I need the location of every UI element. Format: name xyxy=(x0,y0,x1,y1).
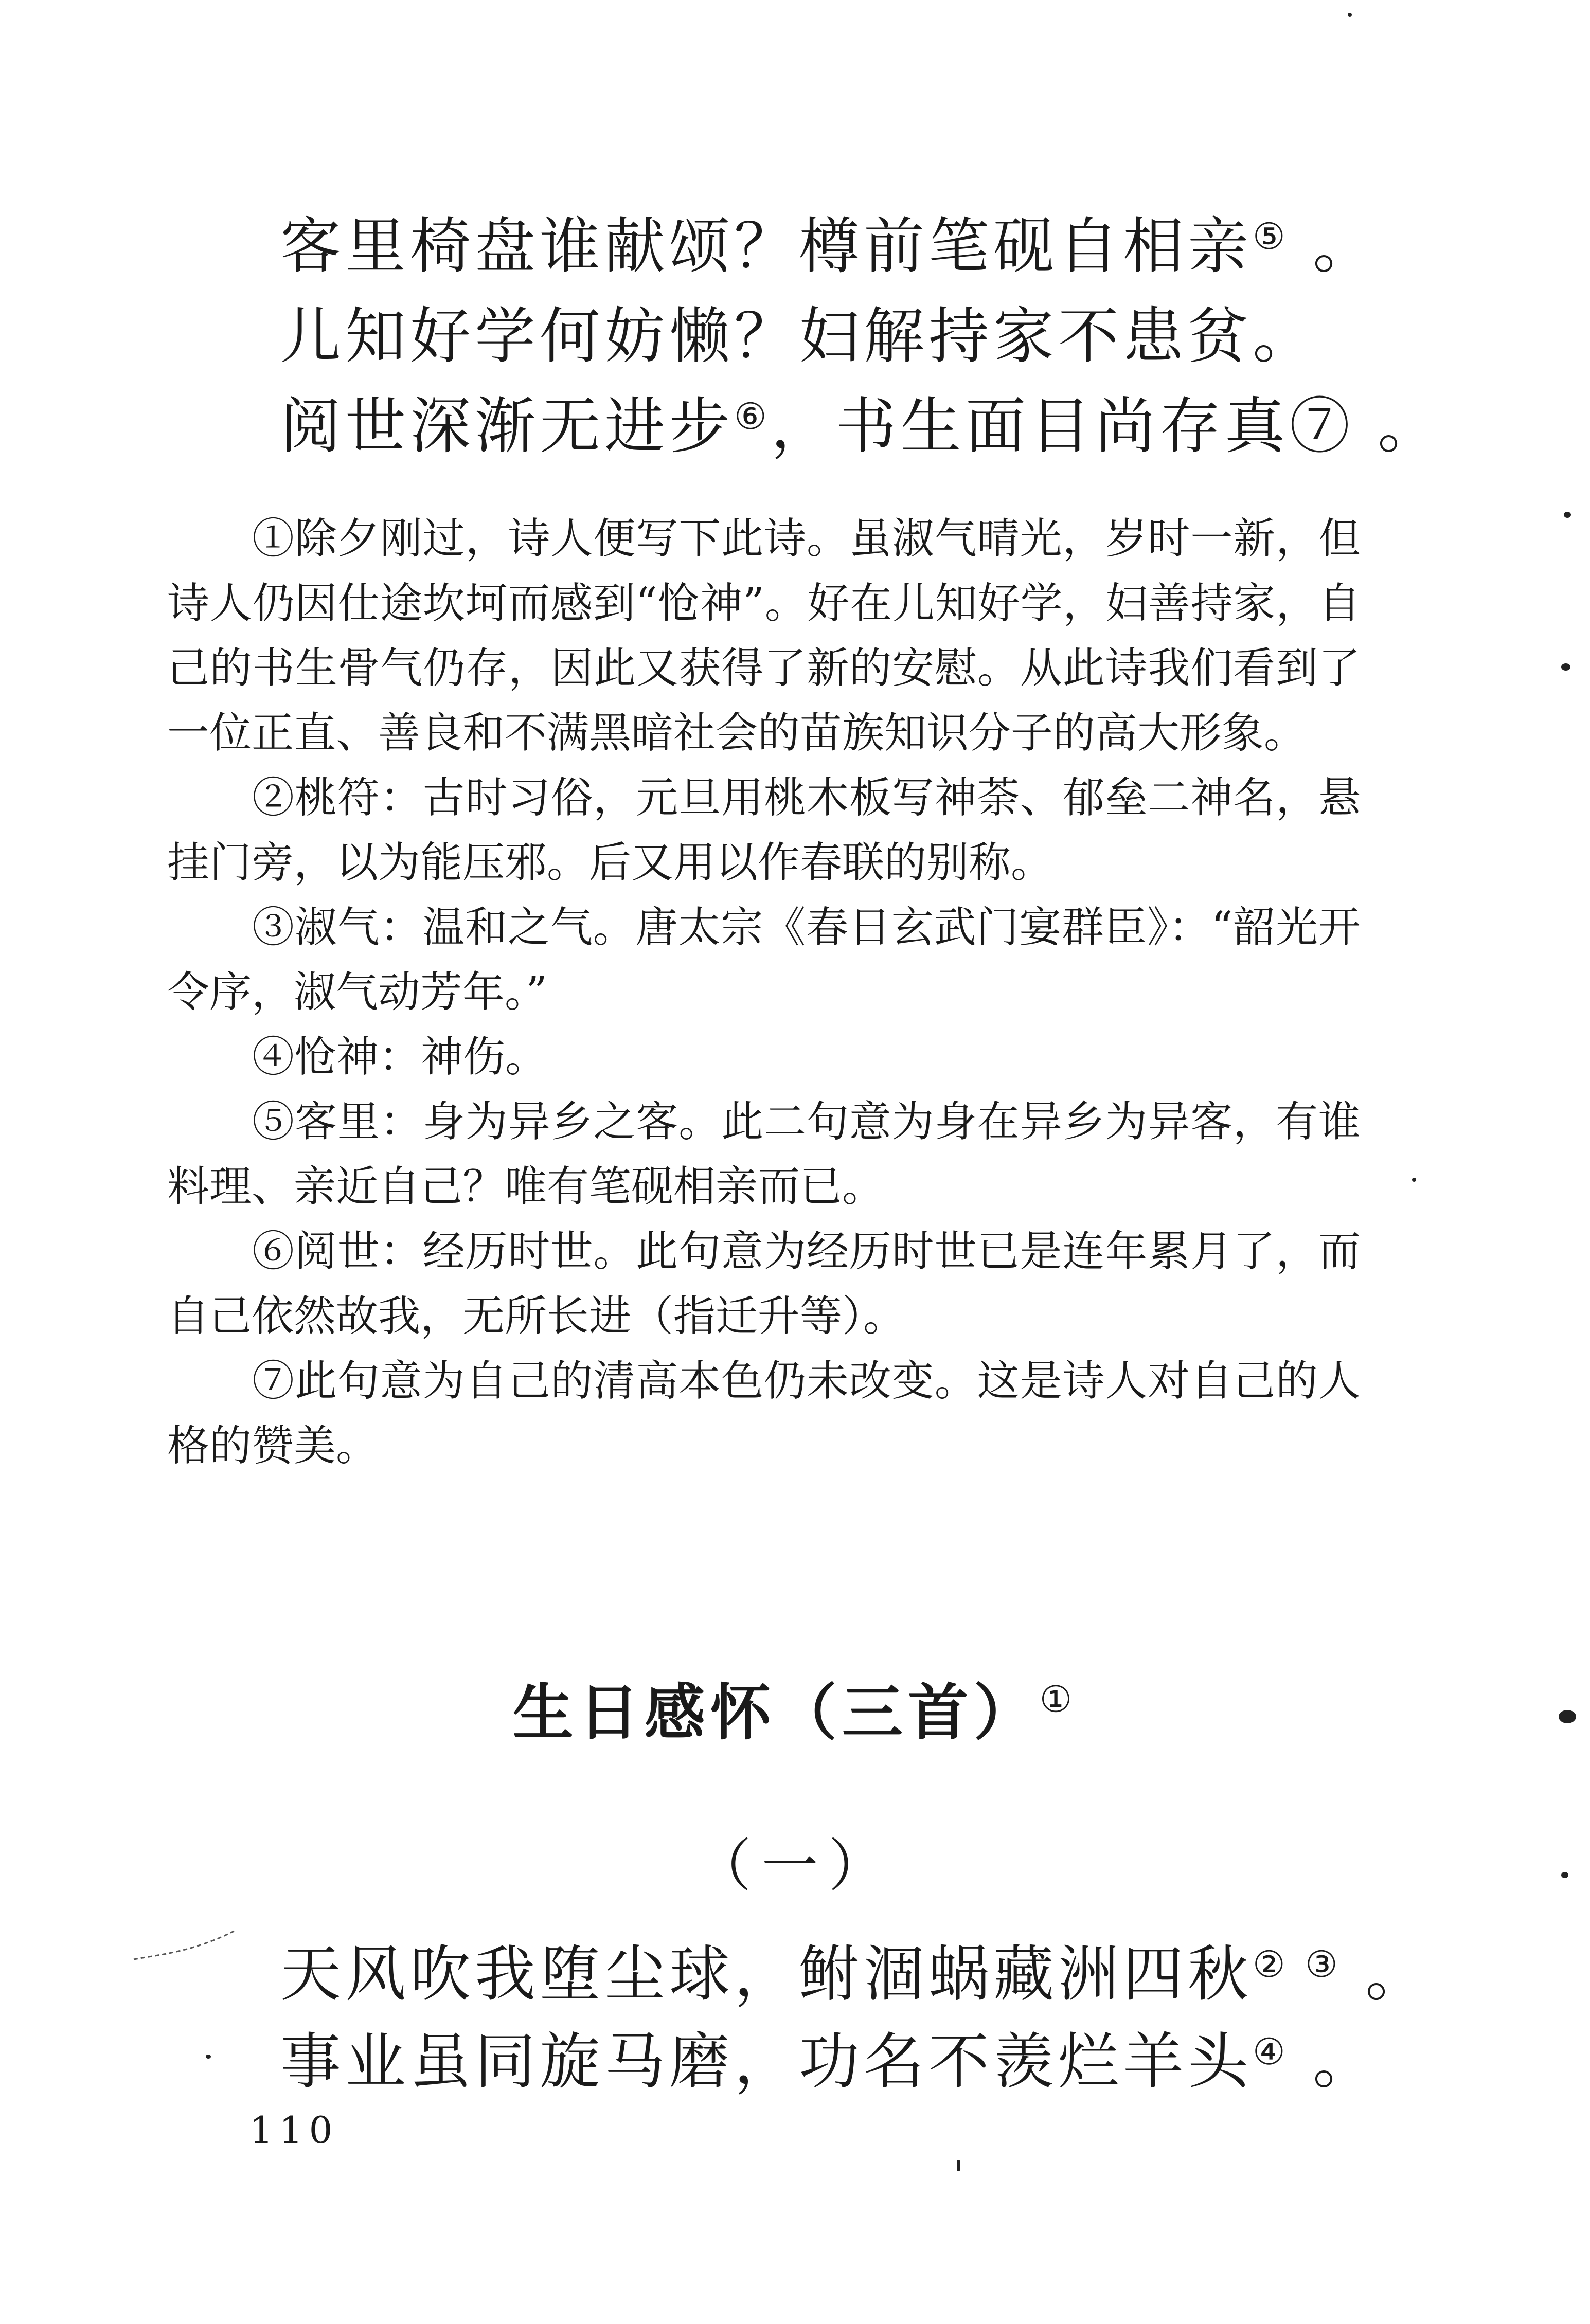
annotation-note: ⑥阅世：经历时世。此句意为经历时世已是连年累月了，而自己依然故我，无所长进（指迁升等）。 xyxy=(167,1227,1361,1341)
scan-speck xyxy=(1348,13,1352,17)
scan-speck xyxy=(1412,1178,1416,1182)
page-number: 110 xyxy=(249,2109,339,2152)
annotation-note: ②桃符：古时习俗，元旦用桃木板写神荼、郁垒二神名，悬挂门旁，以为能压邪。后又用以作春联的别称。 xyxy=(167,773,1361,887)
poem-line: 阅世深渐无进步⑥，书生面目尚存真⑦ 。 xyxy=(280,390,1442,462)
poem-line: 客里椅盘谁献颂？樽前笔砚自相亲⑤ 。 xyxy=(280,210,1378,282)
section-subtitle: （一） xyxy=(694,1833,896,1899)
annotation-note: ⑤客里：身为异乡之客。此二句意为身在异乡为异客，有谁料理、亲近自己？唯有笔砚相亲而已。 xyxy=(167,1097,1361,1211)
scan-scribble xyxy=(131,1923,249,1970)
section-title: 生日感怀（三首）① xyxy=(512,1677,1078,1748)
scan-speck xyxy=(957,2160,960,2171)
annotations xyxy=(167,507,1361,1479)
poem-line: 儿知好学何妨懒？妇解持家不患贫。 xyxy=(280,300,1318,372)
scan-speck xyxy=(1561,1872,1568,1878)
scan-speck xyxy=(1564,512,1571,518)
poem-line: 天风吹我堕尘球，鲋涸蜗藏洲四秋② ③ 。 xyxy=(280,1938,1430,2010)
annotation-note: ④怆神：神伤。 xyxy=(252,1033,548,1082)
scan-speck xyxy=(1561,663,1570,671)
scan-speck xyxy=(1559,1710,1576,1723)
poem-line: 事业虽同旋马磨，功名不羡烂羊头④ 。 xyxy=(280,2026,1378,2097)
annotation-note: ①除夕刚过，诗人便写下此诗。虽淑气晴光，岁时一新，但诗人仍因仕途坎坷而感到“怆神”。好在儿知好学，妇善持家，自己的书生骨气仍存，因此又获得了新的安慰。从此诗我们看到了一位正直、善良和不满黑暗社会的苗族知识分子的高大形象。 xyxy=(167,514,1361,758)
annotation-note: ③淑气：温和之气。唐太宗《春日玄武门宴群臣》：“韶光开令序，淑气动芳年。” xyxy=(167,903,1361,1017)
annotation-note: ⑦此句意为自己的清高本色仍未改变。这是诗人对自己的人格的赞美。 xyxy=(167,1357,1361,1470)
scan-speck xyxy=(206,2055,211,2059)
